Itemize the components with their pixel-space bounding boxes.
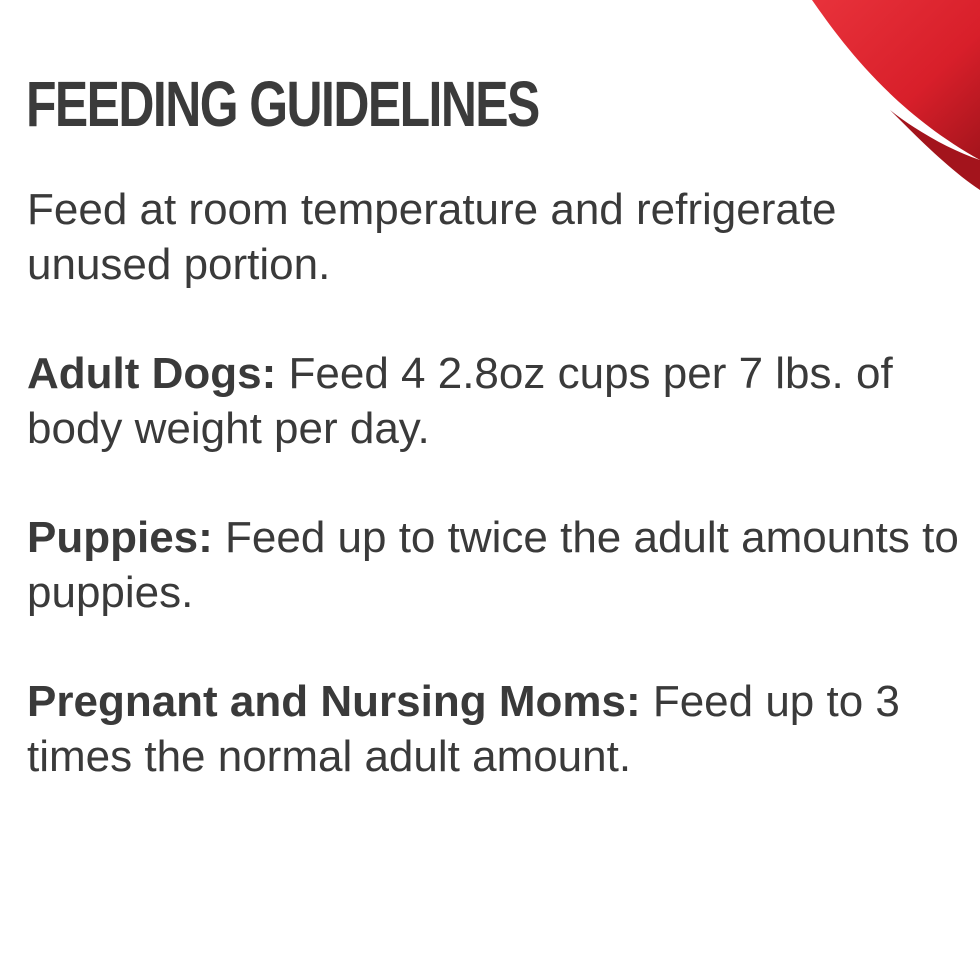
guideline-label: Adult Dogs: bbox=[27, 349, 277, 398]
guideline-puppies bbox=[27, 510, 967, 620]
guideline-text: Feed 4 2.8oz cups per 7 lbs. of body weight per day. bbox=[27, 349, 893, 453]
guideline-label: Puppies: bbox=[27, 513, 213, 562]
red-ribbon-decoration bbox=[800, 0, 980, 200]
intro-paragraph: Feed at room temperature and refrigerate unused portion. bbox=[27, 185, 837, 289]
guidelines-body bbox=[27, 182, 967, 838]
guideline-pregnant-nursing bbox=[27, 674, 967, 784]
guideline-label: Pregnant and Nursing Moms: bbox=[27, 677, 641, 726]
guideline-text: Feed up to twice the adult amounts to puppies. bbox=[27, 513, 959, 617]
guideline-text: Feed up to 3 times the normal adult amount. bbox=[27, 677, 900, 781]
guideline-adult-dogs bbox=[27, 346, 967, 456]
page-title: FEEDING GUIDELINES bbox=[26, 68, 539, 140]
